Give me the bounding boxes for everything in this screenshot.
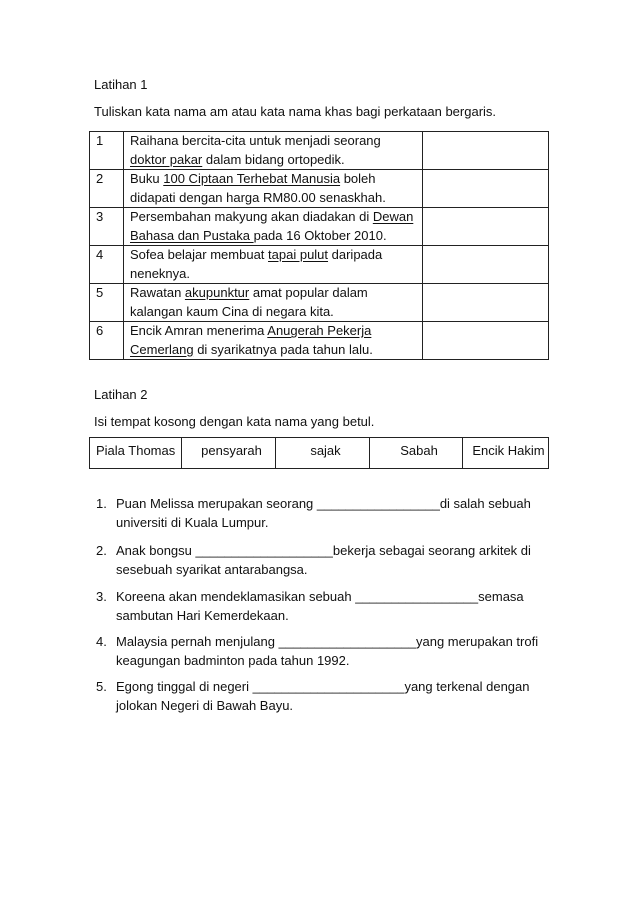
sentence-text: Sofea belajar membuat bbox=[130, 247, 269, 262]
row-sentence bbox=[124, 170, 423, 208]
sentence-text: Buku bbox=[130, 171, 164, 186]
question-text: Puan Melissa merupakan seorang bbox=[116, 496, 317, 511]
question-item bbox=[96, 632, 546, 670]
sentence-text: dalam bidang ortopedik. bbox=[202, 151, 345, 167]
question-text: Egong tinggal di negeri bbox=[116, 679, 253, 694]
answer-blank[interactable]: _________________ bbox=[355, 589, 479, 604]
underlined-word: tapai pulut bbox=[268, 247, 329, 262]
question-text: keagungan badminton pada tahun 1992. bbox=[116, 653, 350, 668]
row-number: 1 bbox=[90, 132, 124, 170]
sentence-text: Rawatan bbox=[130, 285, 185, 300]
row-sentence bbox=[124, 246, 423, 284]
word-bank-item: Piala Thomas bbox=[90, 438, 182, 469]
question-text: Anak bongsu bbox=[116, 543, 196, 558]
answer-cell[interactable] bbox=[423, 208, 549, 246]
underlined-word: 100 Ciptaan Terhebat Manusia bbox=[163, 171, 341, 186]
table-row bbox=[90, 246, 549, 284]
sentence-text: Encik Amran menerima bbox=[130, 323, 268, 338]
latihan1-instruction: Tuliskan kata nama am atau kata nama khas bagi perkataan bergaris. bbox=[94, 104, 497, 119]
word-bank-item: Sabah bbox=[370, 438, 463, 469]
underlined-word: Dewan bbox=[372, 209, 414, 224]
question-item bbox=[96, 541, 546, 579]
table-row bbox=[90, 170, 549, 208]
underlined-word: Cemerlang bbox=[130, 341, 194, 357]
sentence-text: neneknya. bbox=[130, 265, 190, 281]
question-item bbox=[96, 494, 546, 532]
question-number: 2. bbox=[96, 543, 107, 558]
row-number: 3 bbox=[90, 208, 124, 246]
answer-cell[interactable] bbox=[423, 284, 549, 322]
question-text: Malaysia pernah menjulang bbox=[116, 634, 279, 649]
sentence-text: Persembahan makyung akan diadakan di bbox=[130, 209, 373, 224]
word-bank-item: pensyarah bbox=[182, 438, 276, 469]
question-number: 1. bbox=[96, 496, 107, 511]
row-number: 4 bbox=[90, 246, 124, 284]
answer-blank[interactable]: ___________________ bbox=[195, 543, 333, 558]
question-text: yang terkenal dengan bbox=[404, 679, 530, 694]
answer-cell[interactable] bbox=[423, 170, 549, 208]
latihan1-table bbox=[89, 131, 549, 360]
question-text: di salah sebuah bbox=[439, 496, 531, 511]
answer-cell[interactable] bbox=[423, 322, 549, 360]
row-sentence bbox=[124, 208, 423, 246]
row-sentence bbox=[124, 132, 423, 170]
row-number: 2 bbox=[90, 170, 124, 208]
latihan1-title: Latihan 1 bbox=[94, 77, 148, 92]
row-number: 6 bbox=[90, 322, 124, 360]
word-bank-row bbox=[90, 438, 549, 469]
row-number: 5 bbox=[90, 284, 124, 322]
sentence-text: Raihana bercita-cita untuk menjadi seorang bbox=[130, 133, 381, 148]
answer-blank[interactable]: _________________ bbox=[316, 496, 440, 511]
question-number: 3. bbox=[96, 589, 107, 604]
sentence-text: amat popular dalam bbox=[249, 285, 368, 300]
question-text: semasa bbox=[478, 589, 524, 604]
question-number: 4. bbox=[96, 634, 107, 649]
word-bank-item: sajak bbox=[276, 438, 370, 469]
row-sentence bbox=[124, 284, 423, 322]
word-bank-table bbox=[89, 437, 549, 469]
underlined-word: Anugerah Pekerja bbox=[267, 323, 372, 338]
question-item bbox=[96, 677, 546, 715]
question-text: yang merupakan trofi bbox=[415, 634, 539, 649]
underlined-word: Bahasa dan Pustaka bbox=[130, 227, 254, 243]
sentence-text: daripada bbox=[328, 247, 383, 262]
question-text: Koreena akan mendeklamasikan sebuah bbox=[116, 589, 356, 604]
table-row bbox=[90, 132, 549, 170]
question-item bbox=[96, 587, 546, 625]
word-bank-item: Encik Hakim bbox=[463, 438, 549, 469]
question-text: sesebuah syarikat antarabangsa. bbox=[116, 562, 308, 577]
table-row bbox=[90, 284, 549, 322]
sentence-text: boleh bbox=[340, 171, 376, 186]
question-text: sambutan Hari Kemerdekaan. bbox=[116, 608, 289, 623]
sentence-text: kalangan kaum Cina di negara kita. bbox=[130, 303, 334, 319]
question-number: 5. bbox=[96, 679, 107, 694]
question-text: bekerja sebagai seorang arkitek di bbox=[332, 543, 531, 558]
answer-cell[interactable] bbox=[423, 132, 549, 170]
row-sentence bbox=[124, 322, 423, 360]
answer-blank[interactable]: ___________________ bbox=[278, 634, 416, 649]
sentence-text: pada 16 Oktober 2010. bbox=[253, 227, 387, 243]
table-row bbox=[90, 208, 549, 246]
latihan2-title: Latihan 2 bbox=[94, 387, 148, 402]
underlined-word: akupunktur bbox=[184, 285, 250, 300]
latihan2-instruction: Isi tempat kosong dengan kata nama yang betul. bbox=[94, 414, 375, 429]
question-text: universiti di Kuala Lumpur. bbox=[116, 515, 269, 530]
sentence-text: didapati dengan harga RM80.00 senaskhah. bbox=[130, 189, 386, 205]
table-row bbox=[90, 322, 549, 360]
underlined-word: doktor pakar bbox=[130, 151, 203, 167]
answer-cell[interactable] bbox=[423, 246, 549, 284]
answer-blank[interactable]: _____________________ bbox=[252, 679, 405, 694]
sentence-text: di syarikatnya pada tahun lalu. bbox=[193, 341, 373, 357]
question-text: jolokan Negeri di Bawah Bayu. bbox=[116, 698, 294, 713]
